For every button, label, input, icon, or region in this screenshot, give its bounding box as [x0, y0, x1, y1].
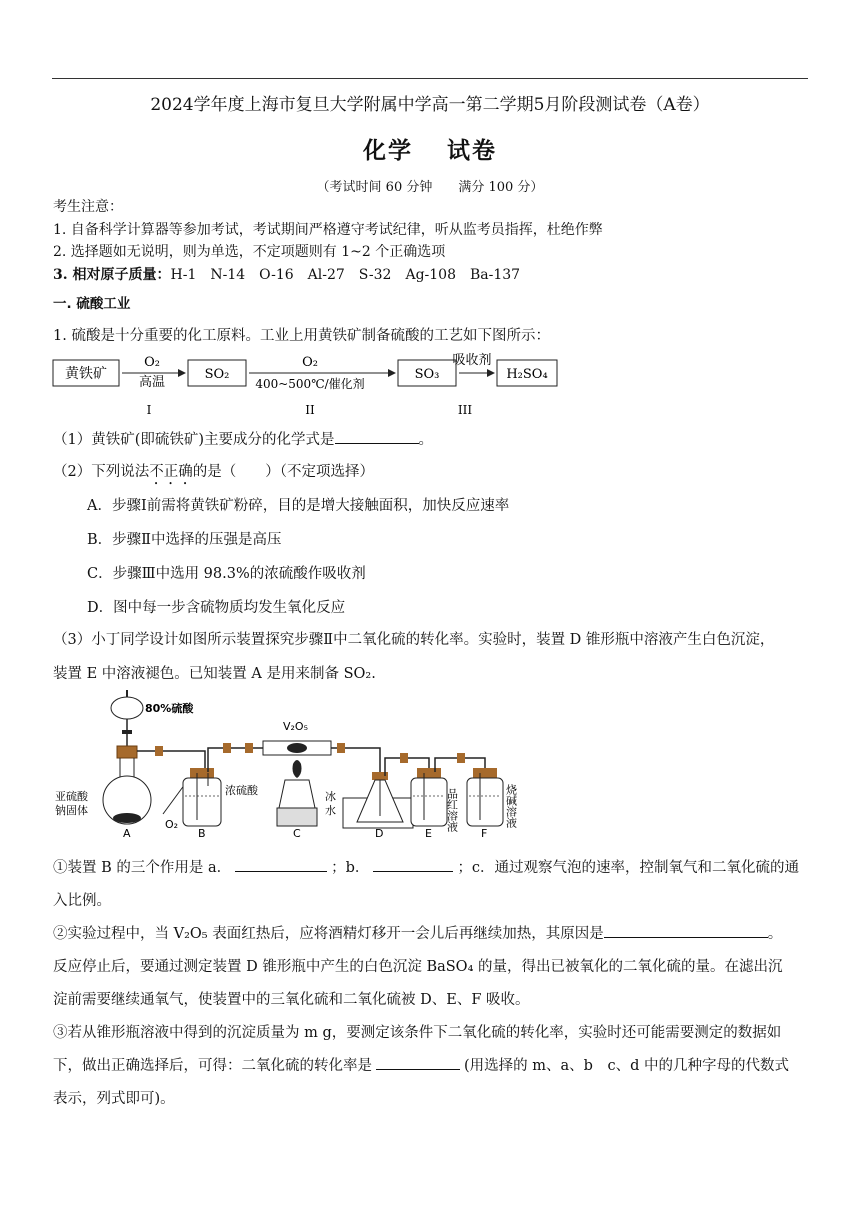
reaction-tube-c [263, 741, 331, 826]
tube-joint [457, 753, 465, 763]
label-c: C [293, 827, 301, 838]
step-label-3: III [457, 403, 473, 417]
round-bottom-flask-a [103, 746, 151, 824]
atomic-mass-values: H-1 N-14 O-16 Al-27 S-32 Ag-108 Ba-137 [170, 266, 521, 283]
tube-joint [400, 753, 408, 763]
step-label-2: II [305, 403, 315, 417]
answer-blank-formula[interactable] [335, 429, 419, 444]
flow-box-so3-label: SO₃ [414, 367, 440, 382]
flow-arrow-3-top: 吸收剂 [452, 353, 492, 368]
wash-bottle-e [411, 768, 447, 826]
note-line-3 [53, 264, 603, 287]
q1-text-b: ；b． [331, 860, 370, 876]
wash-bottle-b [183, 768, 221, 826]
q2-text-a: ②实验过程中，当 V₂O₅ 表面红热后，应将酒精灯移开一会儿后再继续加热，其原因是 [53, 926, 604, 942]
question-part-2-line-3: 淀前需要继续通氧气，使装置中的三氧化硫和二氧化硫被 D、E、F 吸收。 [53, 992, 530, 1008]
note-line-2: 2. 选择题如无说明，则为单选，不定项题则有 1~2 个正确选项 [53, 244, 446, 260]
option-b[interactable]: B．步骤Ⅱ中选择的压强是高压 [87, 532, 282, 548]
wash-bottle-f [467, 768, 503, 826]
paper-word: 试卷 [447, 137, 497, 164]
solid-label-line-1: 亚硫酸 [55, 790, 88, 803]
conical-flask-d [343, 772, 413, 828]
subject-title [0, 132, 860, 165]
exam-title: 2024学年度上海市复旦大学附属中学高一第二学期5月阶段测试卷（A卷） [150, 95, 710, 115]
question-part-2-line-1 [53, 918, 813, 951]
ice-label-line-2: 水 [325, 804, 336, 817]
tube-joint [155, 746, 163, 756]
atomic-mass-label: 3. 相对原子质量： [53, 266, 171, 283]
question-1-part-3-line-1: （3）小丁同学设计如图所示装置探究步骤Ⅱ中二氧化硫的转化率。实验时，装置 D 锥形瓶中溶液产生白色沉淀， [53, 632, 775, 648]
part-1-end: 。 [418, 432, 434, 448]
subject-name: 化学 [363, 137, 413, 164]
answer-blank-conversion[interactable] [376, 1055, 460, 1070]
f-solution-label: 烧碱溶液 [504, 784, 518, 828]
question-part-1 [53, 852, 813, 918]
tube-joint [245, 743, 253, 753]
tube-b-c [208, 748, 263, 772]
label-d: D [375, 827, 384, 838]
conc-acid-label: 浓硫酸 [225, 784, 258, 797]
part-2-text-a: （2）下列说法 [53, 464, 150, 480]
q3-text-c: (用选择的 m、a、b c、d 中的几种字母的代数式 [464, 1058, 789, 1074]
part-2-text-b: 的是（ ）（不定项选择） [192, 464, 374, 480]
header-rule [52, 78, 808, 79]
process-flowchart [52, 350, 572, 422]
q1-text-a: ①装置 B 的三个作用是 a． [53, 860, 232, 876]
o2-label: O₂ [165, 818, 179, 831]
tube-joint [223, 743, 231, 753]
flow-arrow-1-top: O₂ [144, 355, 160, 370]
flow-arrow-1-bottom: 高温 [138, 375, 166, 390]
question-part-3-line-3: 表示，列式即可)。 [53, 1091, 175, 1107]
flow-box-so2-label: SO₂ [204, 367, 230, 382]
section-title: 一. 硫酸工业 [53, 296, 131, 312]
part-2-emphasis: 不正确 [149, 464, 193, 480]
option-c[interactable]: C．步骤Ⅲ中选用 98.3%的浓硫酸作吸收剂 [87, 566, 366, 582]
label-a: A [123, 827, 131, 838]
separatory-funnel [111, 690, 143, 750]
option-d[interactable]: D．图中每一步含硫物质均发生氧化反应 [87, 600, 346, 616]
q3-text-b: 下，做出正确选择后，可得：二氧化硫的转化率是 [53, 1058, 372, 1074]
ice-label-line-1: 冰 [325, 790, 336, 803]
question-part-1-line-1 [53, 852, 813, 885]
q2-text-b: 。 [767, 926, 783, 942]
question-1-part-1 [53, 428, 433, 449]
q1-text-c: ；c．通过观察气泡的速率，控制氧气和二氧化硫的通 [457, 860, 800, 876]
o2-inlet-arrow [163, 784, 185, 814]
label-e: E [425, 827, 432, 838]
flow-box-h2so4-label: H₂SO₄ [506, 367, 548, 382]
question-part-3-line-2 [53, 1050, 813, 1083]
flow-box-pyrite-label: 黄铁矿 [65, 366, 107, 382]
question-part-2-line-2: 反应停止后，要通过测定装置 D 锥形瓶中产生的白色沉淀 BaSO₄ 的量，得出已被氧化的二氧化硫的量。在滤出沉 [53, 959, 783, 975]
apparatus-diagram [45, 688, 535, 838]
step-label-1: I [146, 403, 152, 417]
v2o5-label: V₂O₅ [283, 720, 309, 733]
answer-blank-b[interactable] [373, 857, 453, 872]
acid-label: 80%硫酸 [145, 702, 194, 715]
question-part-2 [53, 918, 813, 1017]
question-1-intro: 1. 硫酸是十分重要的化工原料。工业上用黄铁矿制备硫酸的工艺如下图所示： [53, 328, 550, 344]
answer-blank-reason[interactable] [604, 923, 768, 938]
question-part-1-line-2: 入比例。 [53, 893, 111, 909]
question-1-part-3-line-2: 装置 E 中溶液褪色。已知装置 A 是用来制备 SO₂. [53, 666, 376, 682]
answer-blank-a[interactable] [235, 857, 327, 872]
e-solution-label: 品红溶液 [445, 788, 459, 832]
question-part-3 [53, 1017, 813, 1116]
label-b: B [198, 827, 206, 838]
option-a[interactable]: A．步骤Ⅰ前需将黄铁矿粉碎，目的是增大接触面积，加快反应速率 [87, 498, 510, 514]
exam-notes [53, 196, 603, 286]
flow-arrow-2-top: O₂ [302, 355, 318, 370]
question-part-3-line-1: ③若从锥形瓶溶液中得到的沉淀质量为 m g，要测定该条件下二氧化硫的转化率，实验时还可能需要测定的数据如 [53, 1025, 782, 1041]
note-line-1: 1. 自备科学计算器等参加考试，考试期间严格遵守考试纪律，听从监考员指挥，杜绝作弊 [53, 221, 603, 238]
exam-time-info: （考试时间 60 分钟 满分 100 分） [316, 180, 544, 195]
label-f: F [481, 827, 488, 838]
question-1-part-2 [53, 460, 374, 488]
tube-joint [337, 743, 345, 753]
notes-heading: 考生注意： [53, 199, 123, 215]
solid-label-line-2: 钠固体 [55, 804, 88, 817]
flow-arrow-2-bottom: 400~500℃/催化剂 [255, 377, 365, 391]
part-1-text: （1）黄铁矿(即硫铁矿)主要成分的化学式是 [53, 432, 335, 448]
